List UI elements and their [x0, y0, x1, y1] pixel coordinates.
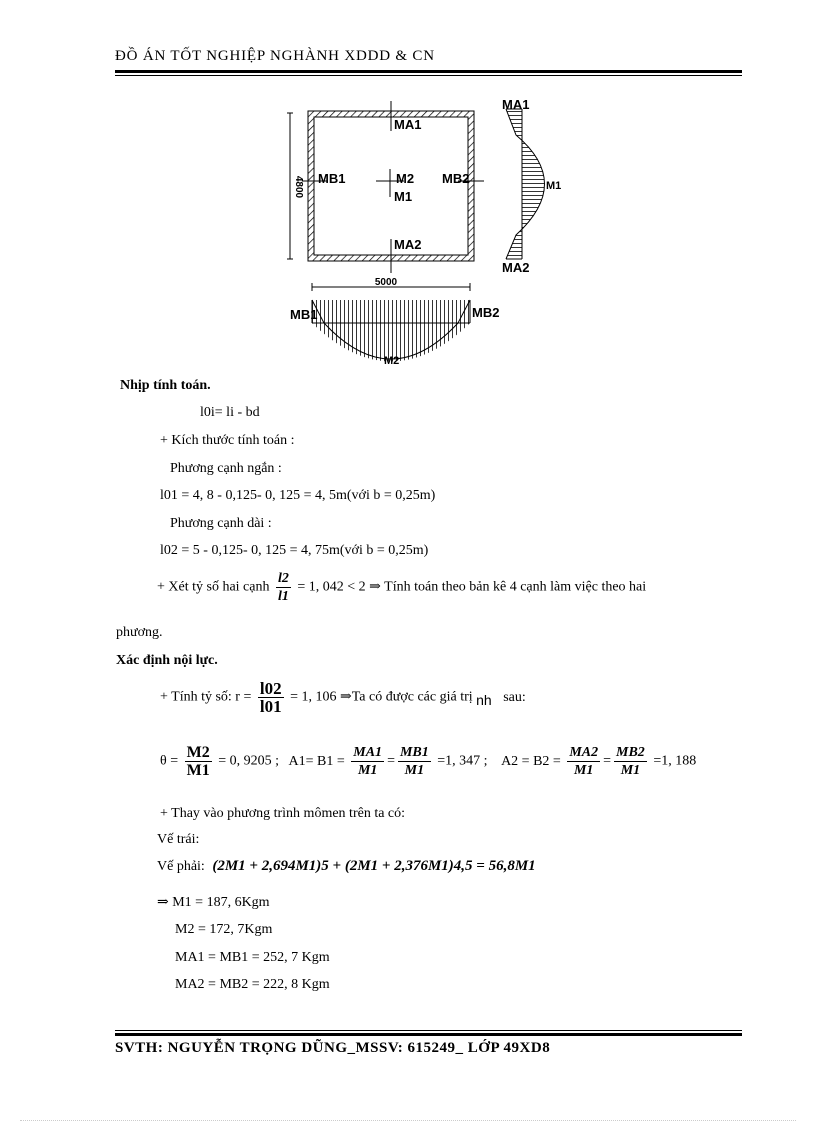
label-mb2: MB2	[442, 171, 470, 186]
thay-vao: + Thay vào phương trình mômen trên ta có:	[160, 806, 406, 821]
theta-prefix: θ =	[160, 753, 179, 769]
side-ma2: MA2	[502, 260, 530, 275]
header-rule-thin	[115, 75, 742, 76]
side-moment-diagram	[498, 95, 573, 280]
ve-trai: Vế trái:	[157, 832, 200, 847]
theta-line: θ = $\frac{M2}{M1}$ = 0, 9205 ; A1= B1 = $\frac{MA1}{M1}$ = $\frac{MB1}{M1}$ =1, 347 ; A2 = B2 = $\frac{MA2}{M1}$ = $\frac{MB2}{M1}$ =1, 188	[160, 744, 697, 779]
side-m1: M1	[546, 180, 562, 192]
label-m2-center: M2	[396, 171, 415, 186]
l0i-formula: l0i= li - bd	[200, 405, 260, 420]
l02-equation: l02 = 5 - 0,125- 0, 125 = 4, 75m(với b = 0,25m)	[160, 543, 429, 558]
a1-prefix: A1= B1 =	[288, 753, 345, 769]
label-m1-center: M1	[394, 189, 413, 204]
footer-rule-thin	[115, 1030, 742, 1031]
label-ma1-top: MA1	[394, 117, 422, 132]
a1-fraction-2: $\frac{MB1}{M1}$	[399, 745, 429, 778]
slab-outline	[308, 111, 474, 261]
xet-fraction: $\frac{l2}{l1}$	[277, 571, 289, 604]
phuong-dai: Phương cạnh dài :	[170, 516, 272, 531]
ma1-result: MA1 = MB1 = 252, 7 Kgm	[175, 950, 330, 965]
xet-suffix: = 1, 042 < 2 ⇒ Tính toán theo bản kê 4 cạnh làm việc theo hai	[297, 579, 647, 595]
ty-so-line	[160, 680, 526, 715]
label-ma2: MA2	[394, 237, 422, 252]
xac-dinh-title: Xác định nội lực.	[116, 653, 218, 668]
ve-phai-line	[157, 858, 536, 875]
a2-fraction-1: $\frac{MA2}{M1}$	[569, 745, 599, 778]
header-rule-thick	[115, 70, 742, 73]
m1-result: ⇒ M1 = 187, 6Kgm	[157, 895, 270, 910]
page-edge-dots	[20, 1120, 796, 1121]
a2-prefix: A2 = B2 =	[501, 753, 561, 769]
nhip-title: Nhịp tính toán.	[120, 378, 211, 393]
phuong-dot: phương.	[116, 625, 163, 640]
slab-moment-diagram	[280, 95, 510, 370]
ty-so-prefix: + Tính tỷ số: r =	[160, 689, 252, 705]
a2-value: =1, 188	[653, 753, 697, 769]
ty-so-end: sau:	[503, 689, 526, 705]
dim-vertical-label: 4800	[293, 175, 304, 199]
xet-ty-so-line	[157, 570, 646, 605]
ve-phai-prefix: Vế phải:	[157, 859, 205, 874]
label-mb1: MB1	[318, 171, 346, 186]
a1-value: =1, 347 ;	[437, 753, 488, 769]
theta-value: = 0, 9205 ;	[218, 753, 280, 769]
l01-equation: l01 = 4, 8 - 0,125- 0, 125 = 4, 5m(với b = 0,25m)	[160, 488, 436, 503]
phuong-ngan: Phương cạnh ngắn :	[170, 461, 282, 476]
page-footer: SVTH: NGUYỄN TRỌNG DŨNG_MSSV: 615249_ LỚP 49XD8	[115, 1040, 551, 1056]
side-ma1: MA1	[502, 97, 530, 112]
ty-so-suffix: = 1, 106 ⇒Ta có được các giá trị	[290, 689, 473, 705]
bottom-m2: M2	[384, 355, 400, 367]
xet-prefix: + Xét tỷ số hai cạnh	[157, 579, 270, 595]
m2-result: M2 = 172, 7Kgm	[175, 922, 273, 937]
bottom-mb1: MB1	[290, 307, 318, 322]
page-header: ĐỒ ÁN TỐT NGHIỆP NGHÀNH XDDD & CN	[115, 48, 435, 64]
a2-fraction-2: $\frac{MB2}{M1}$	[616, 745, 645, 778]
bottom-mb2: MB2	[472, 305, 500, 320]
ma2-result: MA2 = MB2 = 222, 8 Kgm	[175, 977, 330, 992]
ve-phai-equation: (2M1 + 2,694M1)5 + (2M1 + 2,376M1)4,5 = 56,8M1	[212, 858, 536, 874]
a1-fraction-1: $\frac{MA1}{M1}$	[353, 745, 383, 778]
theta-fraction: $\frac{M2}{M1}$	[186, 744, 210, 779]
ty-so-nh: nh	[476, 691, 492, 708]
footer-rule-thick	[115, 1033, 742, 1036]
kich-thuoc: + Kích thước tính toán :	[160, 433, 295, 448]
moment-diagram-horizontal	[312, 300, 470, 362]
ty-so-fraction: $\frac{l02}{l01}$	[259, 679, 282, 716]
dim-horizontal-label: 5000	[374, 277, 398, 288]
